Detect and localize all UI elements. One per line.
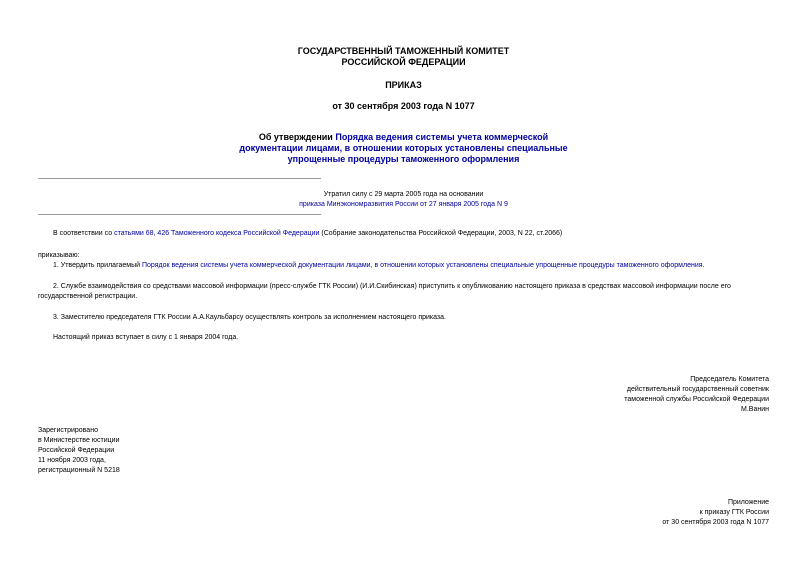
- item-1-text-after: .: [702, 262, 705, 269]
- signature-line-1: Председатель Комитета: [690, 376, 769, 383]
- signature-line-3: таможенной службы Российской Федерации: [624, 396, 769, 403]
- org-line-1: ГОСУДАРСТВЕННЫЙ ТАМОЖЕННЫЙ КОМИТЕТ: [297, 46, 510, 56]
- effective-date: Настоящий приказ вступает в силу с 1 января 2004 года.: [53, 334, 239, 341]
- status-note: [0, 190, 807, 210]
- order-word: приказываю:: [38, 252, 80, 259]
- title-link-line-2[interactable]: документации лицами, в отношении которых установлены специальные: [239, 143, 568, 153]
- title-link[interactable]: Порядка ведения системы учета коммерческой: [335, 132, 549, 142]
- order-item-1: [53, 261, 773, 271]
- procedure-link[interactable]: Порядок ведения системы учета коммерческой документации лицами, в отношении которых установлены специальные упрощенные процедуры таможенного оформления: [141, 262, 703, 269]
- signature-block: [500, 375, 769, 415]
- appendix-block: [500, 498, 769, 528]
- title-prefix: Об утверждении: [258, 132, 336, 142]
- registration-line-4: 11 ноября 2003 года,: [38, 457, 106, 464]
- divider-bottom: [38, 214, 321, 215]
- signature-name: М.Ванин: [741, 406, 769, 413]
- appendix-line-1: Приложение: [727, 499, 769, 506]
- item-1-text-before: 1. Утвердить прилагаемый: [53, 262, 142, 269]
- registration-block: [38, 426, 120, 476]
- title-link-line-3[interactable]: упрощенные процедуры таможенного оформления: [287, 154, 520, 164]
- order-item-2: [38, 282, 769, 302]
- registration-line-3: Российской Федерации: [38, 447, 115, 454]
- org-line-2: РОССИЙСКОЙ ФЕДЕРАЦИИ: [341, 57, 466, 67]
- item-2-line-1: 2. Службе взаимодействия со средствами массовой информации (пресс-службе ГТК России) (И.И.Скибинская) приступить к опубликованию настоящего приказа в средствах массовой информации после его: [53, 283, 731, 290]
- preamble: [53, 229, 773, 239]
- status-note-text: Утратил силу с 29 марта 2005 года на основании: [323, 191, 484, 198]
- document-date: от 30 сентября 2003 года N 1077: [332, 101, 475, 111]
- repeal-order-link[interactable]: приказа Минэкономразвития России от 27 января 2005 года N 9: [299, 201, 508, 208]
- order-item-3: 3. Заместителю председателя ГТК России А.А.Каульбарсу осуществлять контроль за исполнением настоящего приказа.: [53, 314, 446, 321]
- document-type: ПРИКАЗ: [385, 80, 422, 90]
- item-2-line-2: государственной регистрации.: [38, 293, 138, 300]
- organization-name: [0, 46, 807, 68]
- appendix-line-2: к приказу ГТК России: [699, 509, 769, 516]
- registration-line-5: регистрационный N 5218: [38, 467, 120, 474]
- registration-line-1: Зарегистрировано: [38, 427, 98, 434]
- preamble-text-after: (Собрание законодательства Российской Федерации, 2003, N 22, ст.2066): [319, 230, 563, 237]
- preamble-text-before: В соответствии со: [53, 230, 115, 237]
- signature-line-2: действительный государственный советник: [626, 386, 769, 393]
- customs-code-link[interactable]: статьями 68, 426 Таможенного кодекса Российской Федерации: [114, 230, 320, 237]
- divider-top: [38, 178, 321, 179]
- document-title: [0, 132, 807, 165]
- appendix-line-3: от 30 сентября 2003 года N 1077: [662, 519, 769, 526]
- registration-line-2: в Министерстве юстиции: [38, 437, 120, 444]
